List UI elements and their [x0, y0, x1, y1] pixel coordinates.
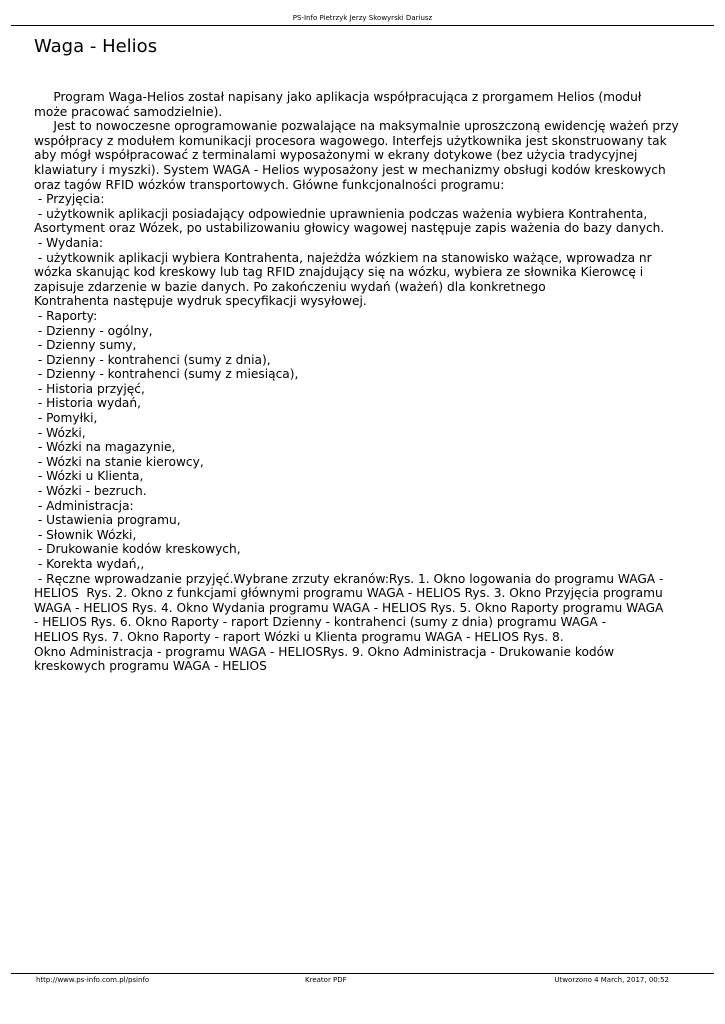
- body-text-line: - Przyjęcia:: [34, 192, 105, 207]
- body-text-line: zapisuje zdarzenie w bazie danych. Po zakończeniu wydań (ważeń) dla konkretnego: [34, 279, 546, 294]
- body-text-line: - Słownik Wózki,: [34, 527, 137, 542]
- body-text-line: HELIOS Rys. 2. Okno z funkcjami głównymi programu WAGA - HELIOS Rys. 3. Okno Przyjęcia programu: [34, 586, 663, 601]
- body-text-line: - Wózki na stanie kierowcy,: [34, 454, 204, 469]
- body-text-line: - Drukowanie kodów kreskowych,: [34, 542, 241, 557]
- body-text-line: współpracy z modułem komunikacji procesora wagowego. Interfejs użytkownika jest skonstruowany tak: [34, 133, 667, 148]
- body-text-line: Program Waga-Helios został napisany jako aplikacja współpracująca z prorgamem Helios (moduł: [34, 90, 642, 104]
- document-body: [34, 90, 690, 674]
- body-text-line: WAGA - HELIOS Rys. 4. Okno Wydania programu WAGA - HELIOS Rys. 5. Okno Raporty programu WAGA: [34, 600, 664, 615]
- body-text-line: - Dzienny - ogólny,: [34, 323, 153, 338]
- body-text-line: Asortyment oraz Wózek, po ustabilizowaniu głowicy wagowej następuje zapis ważenia do bazy danych.: [34, 221, 665, 236]
- header-divider: [11, 25, 714, 26]
- body-text-line: - Dzienny - kontrahenci (sumy z dnia),: [34, 352, 271, 367]
- body-text-line: - Historia przyjęć,: [34, 381, 145, 396]
- footer-created-date: Utworzono 4 March, 2017, 00:52: [554, 976, 669, 984]
- body-text-line: - Wózki,: [34, 425, 86, 440]
- body-text-line: Jest to nowoczesne oprogramowanie pozwalające na maksymalnie uproszczoną ewidencję ważeń przy: [34, 119, 679, 134]
- body-text-line: - Dzienny - kontrahenci (sumy z miesiąca),: [34, 367, 299, 382]
- body-text-line: - Raporty:: [34, 308, 98, 323]
- body-text-line: - Historia wydań,: [34, 396, 142, 411]
- body-text-line: - Ustawienia programu,: [34, 513, 181, 528]
- body-text-line: Okno Administracja - programu WAGA - HELIOSRys. 9. Okno Administracja - Drukowanie kodów: [34, 644, 615, 659]
- footer-url-link[interactable]: http://www.ps-info.com.pl/psinfo: [36, 976, 150, 984]
- page-header: PS-Info Pietrzyk Jerzy Skowyrski Dariusz: [292, 14, 433, 22]
- body-text-line: wózka skanując kod kreskowy lub tag RFID znajdujący się na wózku, wybiera ze słownika Kierowcę i: [34, 265, 644, 280]
- body-text-line: - Korekta wydań,,: [34, 557, 145, 571]
- body-text-line: - użytkownik aplikacji posiadający odpowiednie uprawnienia podczas ważenia wybiera Kontrahenta,: [34, 206, 648, 221]
- footer-divider: [11, 973, 714, 974]
- body-text-line: - Dzienny sumy,: [34, 338, 137, 353]
- body-text-line: - Wózki na magazynie,: [34, 440, 176, 455]
- body-text-line: kreskowych programu WAGA - HELIOS: [34, 659, 267, 674]
- body-text-line: może pracować samodzielnie).: [34, 104, 223, 119]
- body-text-line: aby mógł współpracować z terminalami wyposażonymi w ekrany dotykowe (bez użycia tradycyjnej: [34, 148, 638, 163]
- body-text-line: - użytkownik aplikacji wybiera Kontrahenta, najeżdża wózkiem na stanowisko ważące, wprowadza nr: [34, 250, 652, 265]
- body-text-line: - Wózki - bezruch.: [34, 484, 147, 499]
- page-title: Waga - Helios: [34, 36, 158, 57]
- footer-generator: Kreator PDF: [305, 976, 347, 984]
- body-text-line: HELIOS Rys. 7. Okno Raporty - raport Wózki u Klienta programu WAGA - HELIOS Rys. 8.: [34, 629, 564, 644]
- body-text-line: - Administracja:: [34, 498, 134, 513]
- body-text-line: oraz tagów RFID wózków transportowych. Główne funkcjonalności programu:: [34, 177, 505, 192]
- body-text-line: Kontrahenta następuje wydruk specyfikacji wysyłowej.: [34, 294, 367, 309]
- body-text-line: - Ręczne wprowadzanie przyjęć.Wybrane zrzuty ekranów:Rys. 1. Okno logowania do programu WAGA -: [34, 571, 664, 586]
- body-text-line: klawiatury i myszki). System WAGA - Helios wyposażony jest w mechanizmy obsługi kodów kreskowych: [34, 162, 666, 177]
- body-text-line: - Wózki u Klienta,: [34, 469, 144, 484]
- body-text-line: - Pomyłki,: [34, 411, 98, 426]
- body-text-line: - HELIOS Rys. 6. Okno Raporty - raport Dzienny - kontrahenci (sumy z dnia) programu WAGA -: [34, 615, 607, 630]
- body-text-line: - Wydania:: [34, 235, 104, 250]
